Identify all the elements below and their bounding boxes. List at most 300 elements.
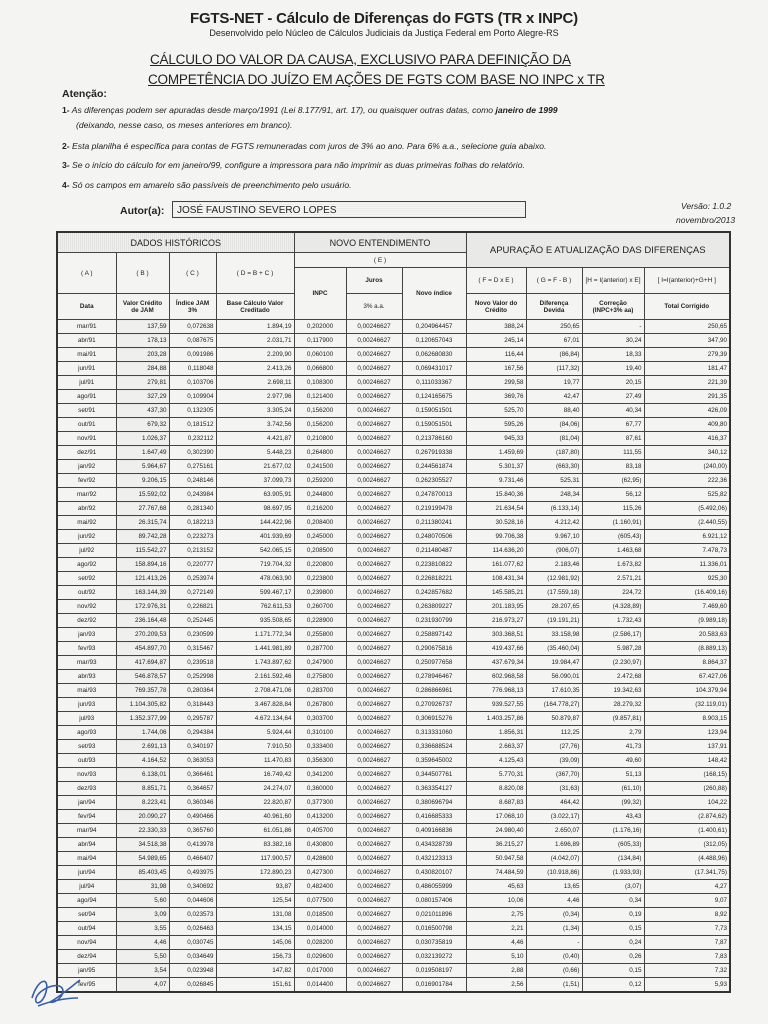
cell-total: 7.469,60 [644,600,730,614]
cell-date: jan/95 [57,964,116,978]
cell-valor-credito[interactable]: 284,88 [116,362,169,376]
cell-novo-valor: 5.770,31 [466,768,526,782]
cell-diferenca: (367,70) [526,768,582,782]
cell-juros: 0,00246627 [346,488,402,502]
cell-indice-jam: 0,275161 [169,460,216,474]
table-row [57,600,730,614]
cell-diferenca: 248,34 [526,488,582,502]
cell-novo-indice: 0,242857682 [402,586,466,600]
cell-novo-indice: 0,211380241 [402,516,466,530]
cell-valor-credito[interactable]: 5.964,67 [116,460,169,474]
cell-date: jan/92 [57,460,116,474]
cell-novo-valor: 4.125,43 [466,754,526,768]
cell-total: (260,88) [644,782,730,796]
table-row [57,432,730,446]
cell-base-calculo: 131,08 [216,908,294,922]
cell-novo-valor: 161.077,62 [466,558,526,572]
cell-total: 181,47 [644,362,730,376]
cell-indice-jam: 0,490466 [169,810,216,824]
cell-valor-credito[interactable]: 270.209,53 [116,628,169,642]
cell-base-calculo: 151,61 [216,978,294,993]
cell-date: set/92 [57,572,116,586]
cell-correcao: 43,43 [582,810,644,824]
cell-date: jan/93 [57,628,116,642]
col-diferenca: Diferença Devida [526,294,582,320]
col-indice-jam: Índice JAM 3% [169,294,216,320]
cell-correcao: (3,07) [582,880,644,894]
cell-valor-credito[interactable]: 85.403,45 [116,866,169,880]
cell-date: mar/91 [57,320,116,334]
col-data: Data [57,294,116,320]
calc-heading-line2: COMPETÊNCIA DO JUÍZO EM AÇÕES DE FGTS COM BASE NO INPC x TR [148,72,605,87]
col-letter-d: ( D = B + C ) [216,253,294,294]
cell-date: fev/94 [57,810,116,824]
cell-juros: 0,00246627 [346,446,402,460]
page-title: FGTS-NET - Cálculo de Diferenças do FGTS (TR x INPC) [190,10,578,27]
cell-correcao: 41,73 [582,740,644,754]
cell-novo-indice: 0,069431017 [402,362,466,376]
cell-base-calculo: 22.820,87 [216,796,294,810]
cell-valor-credito[interactable]: 163.144,39 [116,586,169,600]
notes-heading: Atenção: [62,88,107,100]
autor-field[interactable]: JOSÉ FAUSTINO SEVERO LOPES [172,201,526,218]
table-row [57,796,730,810]
group-apuracao: APURAÇÃO E ATUALIZAÇÃO DAS DIFERENÇAS [466,232,730,268]
cell-date: dez/94 [57,950,116,964]
cell-valor-credito[interactable]: 34.518,38 [116,838,169,852]
cell-inpc: 0,216200 [294,502,346,516]
cell-total: 7,73 [644,922,730,936]
cell-total: 148,42 [644,754,730,768]
table-row [57,866,730,880]
cell-valor-credito[interactable]: 6.138,01 [116,768,169,782]
cell-juros: 0,00246627 [346,978,402,993]
table-row [57,824,730,838]
cell-juros: 0,00246627 [346,614,402,628]
cell-total: (5.492,06) [644,502,730,516]
cell-valor-credito[interactable]: 1.104.305,82 [116,698,169,712]
table-row [57,502,730,516]
cell-valor-credito[interactable]: 115.542,27 [116,544,169,558]
cell-valor-credito[interactable]: 1.647,49 [116,446,169,460]
cell-correcao: 111,55 [582,446,644,460]
cell-base-calculo: 37.099,73 [216,474,294,488]
cell-total: 4,27 [644,880,730,894]
cell-base-calculo: 172.890,23 [216,866,294,880]
cell-diferenca: 19,77 [526,376,582,390]
cell-correcao: 1.463,68 [582,544,644,558]
cell-juros: 0,00246627 [346,964,402,978]
cell-total: 291,35 [644,390,730,404]
cell-inpc: 0,156200 [294,418,346,432]
cell-juros: 0,00246627 [346,810,402,824]
cell-diferenca: (39,09) [526,754,582,768]
cell-total: (4.488,96) [644,852,730,866]
cell-novo-indice: 0,226818221 [402,572,466,586]
cell-diferenca: (164.778,27) [526,698,582,712]
cell-date: mai/92 [57,516,116,530]
cell-novo-indice: 0,430820107 [402,866,466,880]
cell-valor-credito[interactable]: 158.894,16 [116,558,169,572]
note-bold: janeiro de 1999 [495,105,558,115]
cell-correcao: 30,24 [582,334,644,348]
cell-valor-credito[interactable]: 1.744,06 [116,726,169,740]
cell-valor-credito[interactable]: 1.352.377,99 [116,712,169,726]
cell-novo-valor: 939.527,55 [466,698,526,712]
cell-valor-credito[interactable]: 437,30 [116,404,169,418]
cell-diferenca: 1.696,89 [526,838,582,852]
cell-correcao: (1.933,93) [582,866,644,880]
cell-date: fev/92 [57,474,116,488]
cell-indice-jam: 0,252998 [169,670,216,684]
cell-total: (8.889,13) [644,642,730,656]
cell-inpc: 0,260700 [294,600,346,614]
cell-diferenca: (0,66) [526,964,582,978]
table-row [57,838,730,852]
cell-base-calculo: 2.161.592,46 [216,670,294,684]
cell-diferenca: (3.022,17) [526,810,582,824]
table-row [57,936,730,950]
cell-inpc: 0,482400 [294,880,346,894]
cell-novo-indice: 0,270926737 [402,698,466,712]
cell-valor-credito[interactable]: 546.878,57 [116,670,169,684]
cell-novo-indice: 0,290675816 [402,642,466,656]
cell-total: 7,87 [644,936,730,950]
cell-base-calculo: 7.910,50 [216,740,294,754]
cell-novo-indice: 0,080157406 [402,894,466,908]
cell-total: (9.989,18) [644,614,730,628]
cell-valor-credito[interactable]: 178,13 [116,334,169,348]
calc-heading-line1: CÁLCULO DO VALOR DA CAUSA, EXCLUSIVO PARA DEFINIÇÃO DA [150,52,571,67]
cell-total: (168,15) [644,768,730,782]
table-row [57,558,730,572]
cell-indice-jam: 0,493975 [169,866,216,880]
cell-valor-credito[interactable]: 679,32 [116,418,169,432]
cell-indice-jam: 0,413978 [169,838,216,852]
table-row [57,670,730,684]
cell-valor-credito[interactable]: 4.164,52 [116,754,169,768]
cell-diferenca: (84,06) [526,418,582,432]
cell-juros: 0,00246627 [346,866,402,880]
cell-correcao: 19.342,63 [582,684,644,698]
cell-valor-credito[interactable]: 203,28 [116,348,169,362]
cell-juros: 0,00246627 [346,950,402,964]
note-number: 3- [62,160,70,170]
cell-juros: 0,00246627 [346,334,402,348]
cell-inpc: 0,255800 [294,628,346,642]
cell-correcao: (99,32) [582,796,644,810]
cell-diferenca: (1,51) [526,978,582,993]
cell-valor-credito[interactable]: 89.742,28 [116,530,169,544]
cell-novo-indice: 0,409166836 [402,824,466,838]
cell-indice-jam: 0,023948 [169,964,216,978]
cell-base-calculo: 16.749,42 [216,768,294,782]
cell-inpc: 0,244800 [294,488,346,502]
cell-valor-credito[interactable]: 3,55 [116,922,169,936]
cell-correcao: 0,15 [582,964,644,978]
cell-indice-jam: 0,466407 [169,852,216,866]
cell-valor-credito[interactable]: 236.164,48 [116,614,169,628]
cell-valor-credito[interactable]: 5,60 [116,894,169,908]
cell-valor-credito[interactable]: 9.206,15 [116,474,169,488]
cell-novo-indice: 0,159051501 [402,404,466,418]
cell-valor-credito[interactable]: 31,98 [116,880,169,894]
cell-correcao: 28.279,32 [582,698,644,712]
cell-indice-jam: 0,315467 [169,642,216,656]
cell-base-calculo: 11.470,83 [216,754,294,768]
page-subtitle: Desenvolvido pelo Núcleo de Cálculos Judiciais da Justiça Federal em Porto Alegre-RS [209,28,559,38]
cell-diferenca: (35.460,04) [526,642,582,656]
cell-juros: 0,00246627 [346,572,402,586]
cell-correcao: (62,95) [582,474,644,488]
table-row [57,852,730,866]
cell-date: mar/92 [57,488,116,502]
cell-novo-indice: 0,286866961 [402,684,466,698]
cell-indice-jam: 0,318443 [169,698,216,712]
cell-correcao: 20,15 [582,376,644,390]
cell-inpc: 0,208400 [294,516,346,530]
cell-novo-indice: 0,021011896 [402,908,466,922]
cell-novo-indice: 0,363354127 [402,782,466,796]
cell-novo-indice: 0,062680830 [402,348,466,362]
cell-novo-indice: 0,250977658 [402,656,466,670]
cell-total: 20.583,63 [644,628,730,642]
cell-valor-credito[interactable]: 1.026,37 [116,432,169,446]
cell-juros: 0,00246627 [346,698,402,712]
table-row [57,950,730,964]
cell-indice-jam: 0,252445 [169,614,216,628]
cell-novo-valor: 595,26 [466,418,526,432]
cell-base-calculo: 2.698,11 [216,376,294,390]
cell-novo-indice: 0,313331060 [402,726,466,740]
cell-base-calculo: 1.894,19 [216,320,294,334]
note-number: 1- [62,105,70,115]
cell-novo-valor: 8.820,08 [466,782,526,796]
cell-date: ago/91 [57,390,116,404]
cell-date: dez/91 [57,446,116,460]
cell-inpc: 0,117900 [294,334,346,348]
col-total: Total Corrigido [644,294,730,320]
cell-valor-credito[interactable]: 20.090,27 [116,810,169,824]
cell-base-calculo: 1.441.981,89 [216,642,294,656]
col-novo-indice: Novo índice [402,268,466,320]
cell-juros: 0,00246627 [346,558,402,572]
cell-date: jul/94 [57,880,116,894]
cell-valor-credito[interactable]: 27.767,68 [116,502,169,516]
cell-inpc: 0,017000 [294,964,346,978]
col-letter-i: [ I=I(anterior)+G+H ] [644,268,730,294]
table-row [57,880,730,894]
cell-diferenca: - [526,936,582,950]
cell-valor-credito[interactable]: 121.413,26 [116,572,169,586]
cell-inpc: 0,210800 [294,432,346,446]
cell-correcao: 0,15 [582,922,644,936]
cell-total: (2.874,62) [644,810,730,824]
cell-juros: 0,00246627 [346,782,402,796]
cell-total: (240,00) [644,460,730,474]
cell-total: (16.409,16) [644,586,730,600]
cell-juros: 0,00246627 [346,740,402,754]
cell-novo-valor: 5.301,37 [466,460,526,474]
cell-correcao: (4.328,89) [582,600,644,614]
cell-novo-indice: 0,278946467 [402,670,466,684]
cell-inpc: 0,208500 [294,544,346,558]
cell-total: 123,94 [644,726,730,740]
table-row [57,516,730,530]
cell-valor-credito[interactable]: 769.357,78 [116,684,169,698]
cell-juros: 0,00246627 [346,600,402,614]
table-row [57,474,730,488]
cell-inpc: 0,430800 [294,838,346,852]
cell-diferenca: (6.133,14) [526,502,582,516]
cell-valor-credito[interactable]: 327,29 [116,390,169,404]
table-row [57,726,730,740]
cell-juros: 0,00246627 [346,474,402,488]
cell-diferenca: (81,04) [526,432,582,446]
cell-juros: 0,00246627 [346,824,402,838]
cell-date: abr/91 [57,334,116,348]
cell-date: jul/91 [57,376,116,390]
cell-juros: 0,00246627 [346,376,402,390]
cell-valor-credito[interactable]: 26.315,74 [116,516,169,530]
cell-correcao: 49,60 [582,754,644,768]
cell-valor-credito[interactable]: 417.694,87 [116,656,169,670]
cell-valor-credito[interactable]: 8.851,71 [116,782,169,796]
cell-indice-jam: 0,243984 [169,488,216,502]
cell-date: ago/92 [57,558,116,572]
cell-total: 250,65 [644,320,730,334]
cell-diferenca: (31,63) [526,782,582,796]
cell-total: 8.903,15 [644,712,730,726]
cell-correcao: 19,40 [582,362,644,376]
cell-valor-credito[interactable]: 137,59 [116,320,169,334]
cell-total: 340,12 [644,446,730,460]
cell-indice-jam: 0,023573 [169,908,216,922]
table-row [57,754,730,768]
cell-juros: 0,00246627 [346,726,402,740]
cell-valor-credito[interactable]: 279,81 [116,376,169,390]
cell-novo-valor: 245,14 [466,334,526,348]
cell-base-calculo: 4.672.134,64 [216,712,294,726]
cell-valor-credito[interactable]: 54.989,65 [116,852,169,866]
cell-total: 409,80 [644,418,730,432]
cell-date: nov/92 [57,600,116,614]
cell-inpc: 0,156200 [294,404,346,418]
cell-correcao: (2.586,17) [582,628,644,642]
cell-diferenca: (906,07) [526,544,582,558]
cell-total: 7,32 [644,964,730,978]
cell-novo-valor: 167,56 [466,362,526,376]
table-row [57,628,730,642]
cell-diferenca: (1,34) [526,922,582,936]
cell-valor-credito[interactable]: 4,46 [116,936,169,950]
cell-total: (17.341,75) [644,866,730,880]
cell-total: 67.427,06 [644,670,730,684]
cell-diferenca: 56.090,01 [526,670,582,684]
cell-inpc: 0,333400 [294,740,346,754]
cell-date: jun/91 [57,362,116,376]
cell-inpc: 0,356300 [294,754,346,768]
cell-base-calculo: 40.961,60 [216,810,294,824]
cell-novo-valor: 776.968,13 [466,684,526,698]
cell-total: (32.119,01) [644,698,730,712]
cell-novo-valor: 2,75 [466,908,526,922]
cell-inpc: 0,028200 [294,936,346,950]
cell-novo-valor: 5,10 [466,950,526,964]
table-row [57,740,730,754]
cell-indice-jam: 0,232112 [169,432,216,446]
col-correcao: Correção (INPC+3% aa) [582,294,644,320]
cell-valor-credito[interactable]: 4,07 [116,978,169,993]
cell-indice-jam: 0,280364 [169,684,216,698]
cell-total: 7,83 [644,950,730,964]
cell-base-calculo: 478.063,90 [216,572,294,586]
table-row [57,530,730,544]
cell-correcao: 40,34 [582,404,644,418]
cell-indice-jam: 0,030745 [169,936,216,950]
cell-novo-valor: 2,56 [466,978,526,993]
cell-inpc: 0,259200 [294,474,346,488]
cell-diferenca: 250,65 [526,320,582,334]
cell-correcao: 56,12 [582,488,644,502]
cell-valor-credito[interactable]: 5,50 [116,950,169,964]
cell-valor-credito[interactable]: 15.592,02 [116,488,169,502]
col-inpc: INPC [294,268,346,320]
cell-correcao: 83,18 [582,460,644,474]
note-text: Esta planilha é específica para contas de FGTS remuneradas com juros de 3% ao ano. Para 6% a.a., selecione guia abaixo. [72,141,547,151]
table-row [57,810,730,824]
cell-correcao: 2,79 [582,726,644,740]
table-row [57,684,730,698]
cell-correcao: 0,24 [582,936,644,950]
cell-date: out/94 [57,922,116,936]
cell-valor-credito[interactable]: 22.330,33 [116,824,169,838]
col-novo-valor: Novo Valor do Crédito [466,294,526,320]
col-base-calculo: Base Cálculo Valor Creditado [216,294,294,320]
table-row [57,544,730,558]
cell-indice-jam: 0,239518 [169,656,216,670]
table-row [57,908,730,922]
cell-novo-valor: 1.403.257,86 [466,712,526,726]
cell-inpc: 0,108300 [294,376,346,390]
cell-novo-indice: 0,344507761 [402,768,466,782]
cell-diferenca: 2.183,46 [526,558,582,572]
cell-juros: 0,00246627 [346,628,402,642]
cell-inpc: 0,267800 [294,698,346,712]
col-letter-h: [H = I(anterior) x E] [582,268,644,294]
cell-base-calculo: 145,06 [216,936,294,950]
cell-valor-credito[interactable]: 8.223,41 [116,796,169,810]
cell-total: 925,30 [644,572,730,586]
cell-novo-valor: 201.183,95 [466,600,526,614]
cell-valor-credito[interactable]: 454.897,70 [116,642,169,656]
cell-total: 416,37 [644,432,730,446]
cell-valor-credito[interactable]: 172.976,31 [116,600,169,614]
cell-valor-credito[interactable]: 3,54 [116,964,169,978]
cell-inpc: 0,066800 [294,362,346,376]
cell-inpc: 0,223800 [294,572,346,586]
cell-date: dez/93 [57,782,116,796]
table-row [57,768,730,782]
cell-valor-credito[interactable]: 2.691,13 [116,740,169,754]
table-row [57,586,730,600]
cell-valor-credito[interactable]: 3,09 [116,908,169,922]
table-row [57,642,730,656]
cell-total: (1.400,61) [644,824,730,838]
table-row [57,964,730,978]
cell-diferenca: (0,40) [526,950,582,964]
version-date: novembro/2013 [676,215,736,225]
